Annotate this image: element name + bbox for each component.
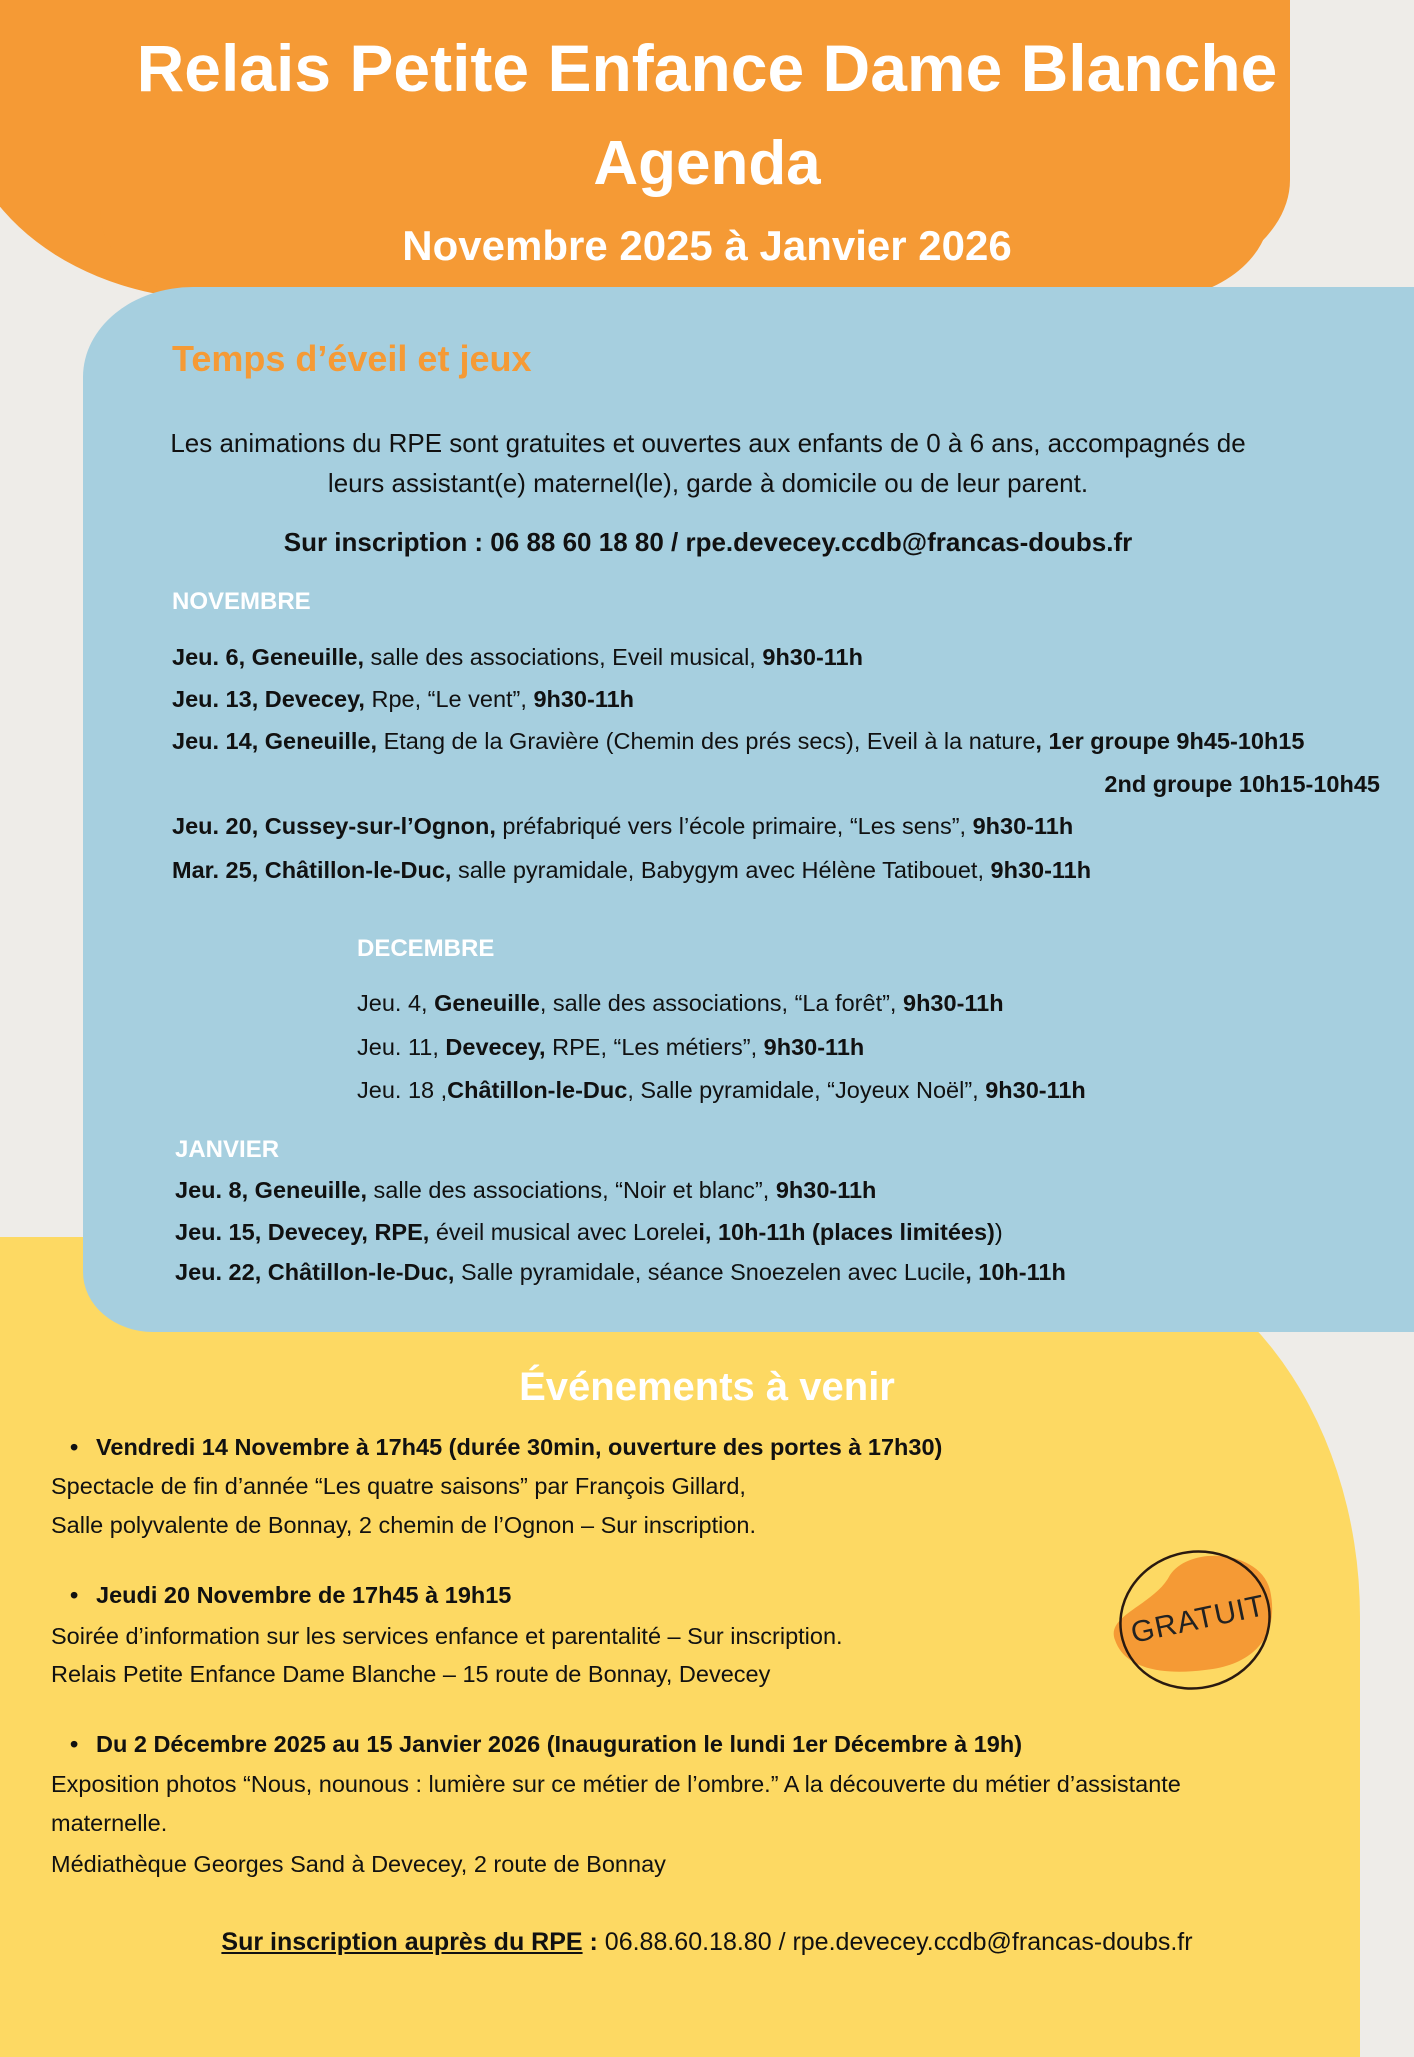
agenda-entry — [175, 1259, 1066, 1286]
agenda-entry-bold1: Jeu. 8, Geneuille, — [175, 1177, 367, 1203]
intro-text: leurs assistant(e) maternel(le), garde à domicile ou de leur parent. — [327, 468, 1089, 498]
agenda-entry — [357, 1034, 864, 1061]
page-title-agenda: Agenda — [593, 129, 821, 198]
agenda-entry — [172, 813, 1073, 840]
gratuit-badge — [1095, 1545, 1285, 1695]
agenda-entry-bold1: Jeu. 13, Devecey, — [172, 686, 365, 712]
agenda-entry-bold2: 9h30-11h — [533, 686, 635, 712]
agenda-entry-text: salle des associations, Eveil musical, — [364, 644, 763, 670]
intro-text: Les animations du RPE sont gratuites et ouvertes aux enfants de 0 à 6 ans, accompagnés de — [170, 428, 1246, 458]
agenda-entry-bold1: Mar. 25, Châtillon-le-Duc, — [172, 857, 452, 883]
agenda-entry-bold2: , 10h-11h — [965, 1259, 1066, 1285]
agenda-entry-bold1: Devecey, — [445, 1034, 546, 1060]
agenda-entry-bold2: 9h30-11h — [763, 1034, 865, 1060]
agenda-entry-bold2: 9h30-11h — [972, 813, 1074, 839]
agenda-entry-bold2: 9h30-11h — [775, 1177, 877, 1203]
agenda-entry-pre: J — [357, 1077, 369, 1103]
agenda-entry-text: éveil musical avec Lorele — [429, 1219, 699, 1245]
agenda-entry-text: salle pyramidale, Babygym avec Hélène Tatibouet, — [451, 857, 991, 883]
agenda-entry-bold1: Jeu. 6, Geneuille, — [172, 644, 364, 670]
agenda-entry-bold2: , 1er groupe 9h45-10h15 — [1035, 728, 1305, 754]
event-text: Relais Petite Enfance Dame Blanche – 15 route de Bonnay, Devecey — [51, 1661, 771, 1687]
event-text: maternelle. — [51, 1810, 168, 1836]
agenda-entry — [172, 857, 1091, 884]
agenda-entry-text: , salle des associations, “La forêt”, — [539, 990, 903, 1016]
agenda-entry-bold2: 9h30-11h — [903, 990, 1004, 1016]
agenda-entry — [172, 728, 1304, 755]
agenda-entry-text: préfabriqué vers l’école primaire, “Les sens”, — [495, 813, 973, 839]
agenda-entry-bold2: i, 10h-11h (places limitées) — [698, 1219, 995, 1245]
event-heading: • Du 2 Décembre 2025 au 15 Janvier 2026 (Inauguration le lundi 1er Décembre à 19h) — [70, 1731, 1022, 1758]
agenda-entry-bold1: Châtillon-le-Duc — [447, 1077, 628, 1103]
agenda-entry-pre: Jeu. 11, — [357, 1034, 446, 1060]
agenda-entry-text: Salle pyramidale, séance Snoezelen avec Lucile — [454, 1259, 966, 1285]
agenda-entry-pre: Jeu. 4, — [357, 990, 435, 1016]
footer-label: Sur inscription auprès du RPE — [221, 1928, 583, 1956]
agenda-entry — [1104, 771, 1380, 798]
agenda-entry-bold1: Jeu. 14, Geneuille, — [172, 728, 378, 754]
event-heading: • Jeudi 20 Novembre de 17h45 à 19h15 — [70, 1582, 511, 1609]
agenda-entry — [172, 686, 634, 713]
agenda-entry — [172, 644, 863, 671]
event-heading: • Vendredi 14 Novembre à 17h45 (durée 30min, ouverture des portes à 17h30) — [70, 1434, 942, 1461]
agenda-entry-text: , Salle pyramidale, “Joyeux Noël”, — [627, 1077, 986, 1103]
agenda-entry-pre2: eu. 18 , — [368, 1077, 448, 1103]
agenda-entry-text: salle des associations, “Noir et blanc”, — [367, 1177, 776, 1203]
footer-contact-text: 06.88.60.18.80 / rpe.devecey.ccdb@francas-doubs.fr — [604, 1928, 1193, 1956]
section-title: Temps d’éveil et jeux — [172, 338, 532, 379]
month-heading: DECEMBRE — [357, 935, 495, 962]
month-heading: JANVIER — [175, 1136, 280, 1163]
event-text: Médiathèque Georges Sand à Devecey, 2 route de Bonnay — [51, 1851, 666, 1877]
event-text: Salle polyvalente de Bonnay, 2 chemin de l’Ognon – Sur inscription. — [51, 1512, 756, 1538]
agenda-entry-bold1: Geneuille — [434, 990, 540, 1016]
agenda-entry — [357, 990, 1004, 1017]
agenda-entry-text: Rpe, “Le vent”, — [364, 686, 534, 712]
agenda-entry-bold1: 2nd groupe 10h15-10h45 — [1104, 771, 1380, 797]
agenda-entry-bold2: 9h30-11h — [985, 1077, 1086, 1103]
agenda-entry-text: Etang de la Gravière (Chemin des prés secs), Eveil à la nature — [377, 728, 1036, 754]
agenda-entry-bold2: 9h30-11h — [762, 644, 863, 670]
agenda-entry — [175, 1219, 1003, 1246]
events-title: Événements à venir — [519, 1365, 895, 1409]
inscription-contact: Sur inscription : 06 88 60 18 80 / rpe.devecey.ccdb@francas-doubs.fr — [283, 527, 1133, 557]
footer-separator: : — [582, 1928, 605, 1956]
event-text: Soirée d’information sur les services enfance et parentalité – Sur inscription. — [51, 1623, 843, 1649]
agenda-entry-text: RPE, “Les métiers”, — [545, 1034, 764, 1060]
month-heading: NOVEMBRE — [172, 588, 311, 615]
agenda-entry — [175, 1177, 876, 1204]
agenda-entry-bold1: Jeu. 15, Devecey, RPE, — [175, 1219, 430, 1245]
footer-contact — [0, 1928, 1414, 1957]
page-title: Relais Petite Enfance Dame Blanche — [136, 31, 1278, 105]
agenda-entry-bold2: 9h30-11h — [990, 857, 1092, 883]
event-text: Exposition photos “Nous, nounous : lumière sur ce métier de l’ombre.” A la découverte du métier d’assistante — [51, 1771, 1181, 1797]
agenda-entry-bold1: Jeu. 20, Cussey-sur-l’Ognon, — [172, 813, 496, 839]
agenda-entry-tail: ) — [994, 1219, 1003, 1245]
badge-text: GRATUIT — [1127, 1589, 1269, 1650]
event-text: Spectacle de fin d’année “Les quatre saisons” par François Gillard, — [51, 1473, 746, 1499]
page-subtitle: Novembre 2025 à Janvier 2026 — [402, 222, 1012, 269]
agenda-entry — [357, 1077, 1086, 1104]
agenda-entry-bold1: Jeu. 22, Châtillon-le-Duc, — [175, 1259, 455, 1285]
